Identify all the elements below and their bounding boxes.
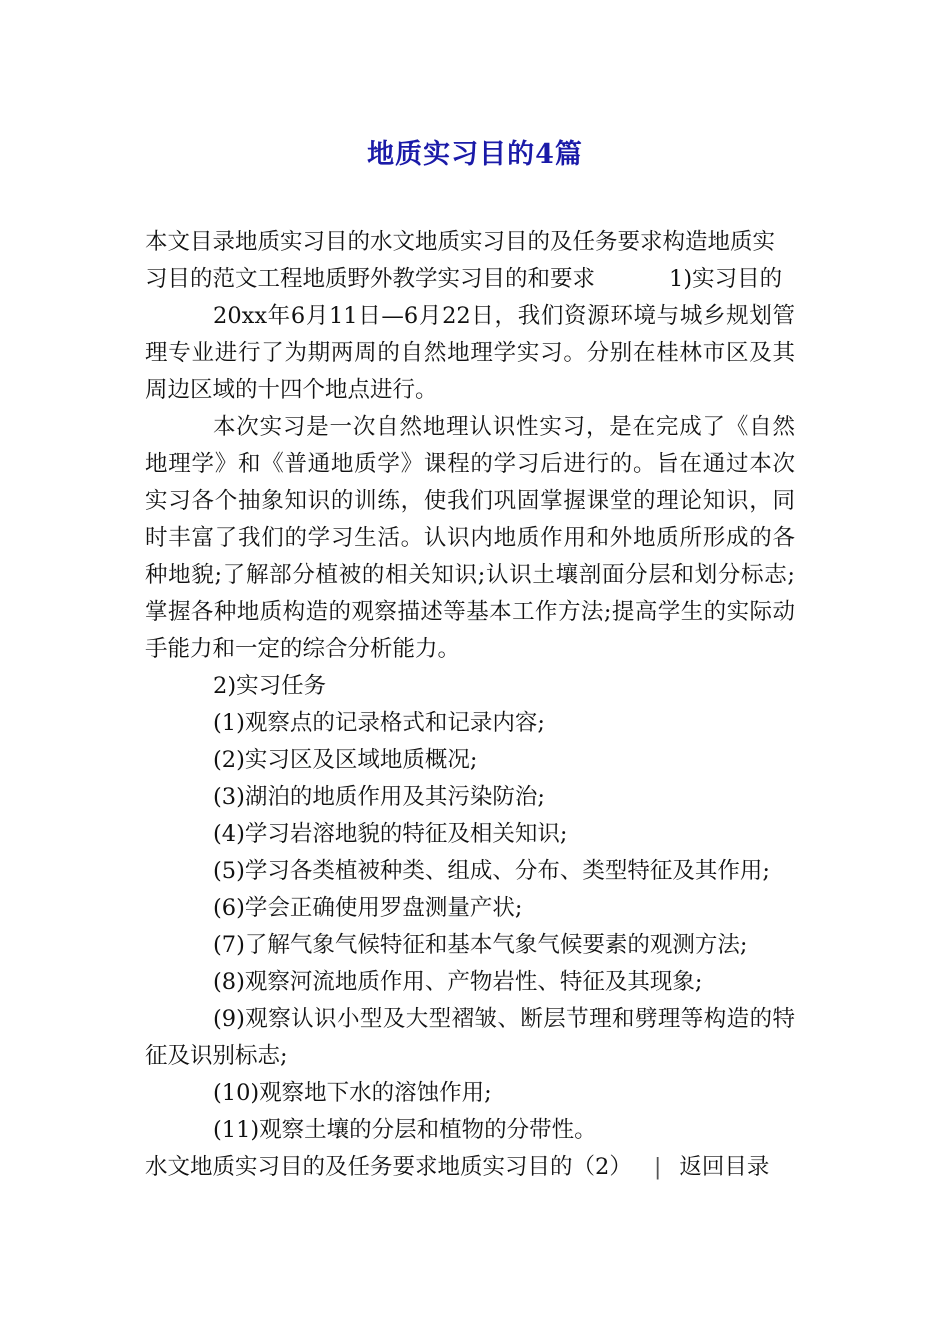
back-to-toc-link[interactable]: 返回目录 bbox=[679, 1154, 770, 1180]
task-item: (8)观察河流地质作用、产物岩性、特征及其现象; bbox=[213, 969, 703, 995]
section-heading-1: 1)实习目的 bbox=[669, 266, 783, 292]
next-section-link[interactable]: 水文地质实习目的及任务要求地质实习目的（2） bbox=[145, 1154, 632, 1180]
document-body bbox=[145, 224, 795, 1186]
task-item: (4)学习岩溶地貌的特征及相关知识; bbox=[213, 821, 568, 847]
task-item: (10)观察地下水的溶蚀作用; bbox=[213, 1080, 492, 1106]
task-item: (5)学习各类植被种类、组成、分布、类型特征及其作用; bbox=[213, 858, 770, 884]
task-item: (2)实习区及区域地质概况; bbox=[213, 747, 478, 773]
task-item: (11)观察土壤的分层和植物的分带性。 bbox=[213, 1117, 597, 1143]
task-item: (7)了解气象气候特征和基本气象气候要素的观测方法; bbox=[213, 932, 748, 958]
paragraph-intro: 20xx年6月11日—6月22日，我们资源环境与城乡规划管理专业进行了为期两周的自然地理学实习。分别在桂林市区及其周边区域的十四个地点进行。 bbox=[145, 303, 795, 403]
section-heading-2: 2)实习任务 bbox=[213, 673, 327, 699]
document-title: 地质实习目的4篇 bbox=[367, 139, 583, 170]
toc-text: 本文目录地质实习目的水文地质实习目的及任务要求构造地质实习目的范文工程地质野外教学实习目的和要求 bbox=[145, 229, 776, 292]
nav-separator: | bbox=[653, 1154, 662, 1180]
task-item: (3)湖泊的地质作用及其污染防治; bbox=[213, 784, 545, 810]
paragraph-purpose: 本次实习是一次自然地理认识性实习，是在完成了《自然地理学》和《普通地质学》课程的学习后进行的。旨在通过本次实习各个抽象知识的训练，使我们巩固掌握课堂的理论知识，同时丰富了我们的学习生活。认识内地质作用和外地质所形成的各种地貌;了解部分植被的相关知识;认识土壤剖面分层和划分标志;掌握各种地质构造的观察描述等基本工作方法;提高学生的实际动手能力和一定的综合分析能力。 bbox=[145, 414, 795, 662]
task-item: (6)学会正确使用罗盘测量产状; bbox=[213, 895, 523, 921]
next-section-nav bbox=[145, 1149, 795, 1186]
table-of-contents-text bbox=[145, 224, 795, 298]
task-item: (9)观察认识小型及大型褶皱、断层节理和劈理等构造的特征及识别标志; bbox=[145, 1006, 795, 1069]
task-item: (1)观察点的记录格式和记录内容; bbox=[213, 710, 545, 736]
